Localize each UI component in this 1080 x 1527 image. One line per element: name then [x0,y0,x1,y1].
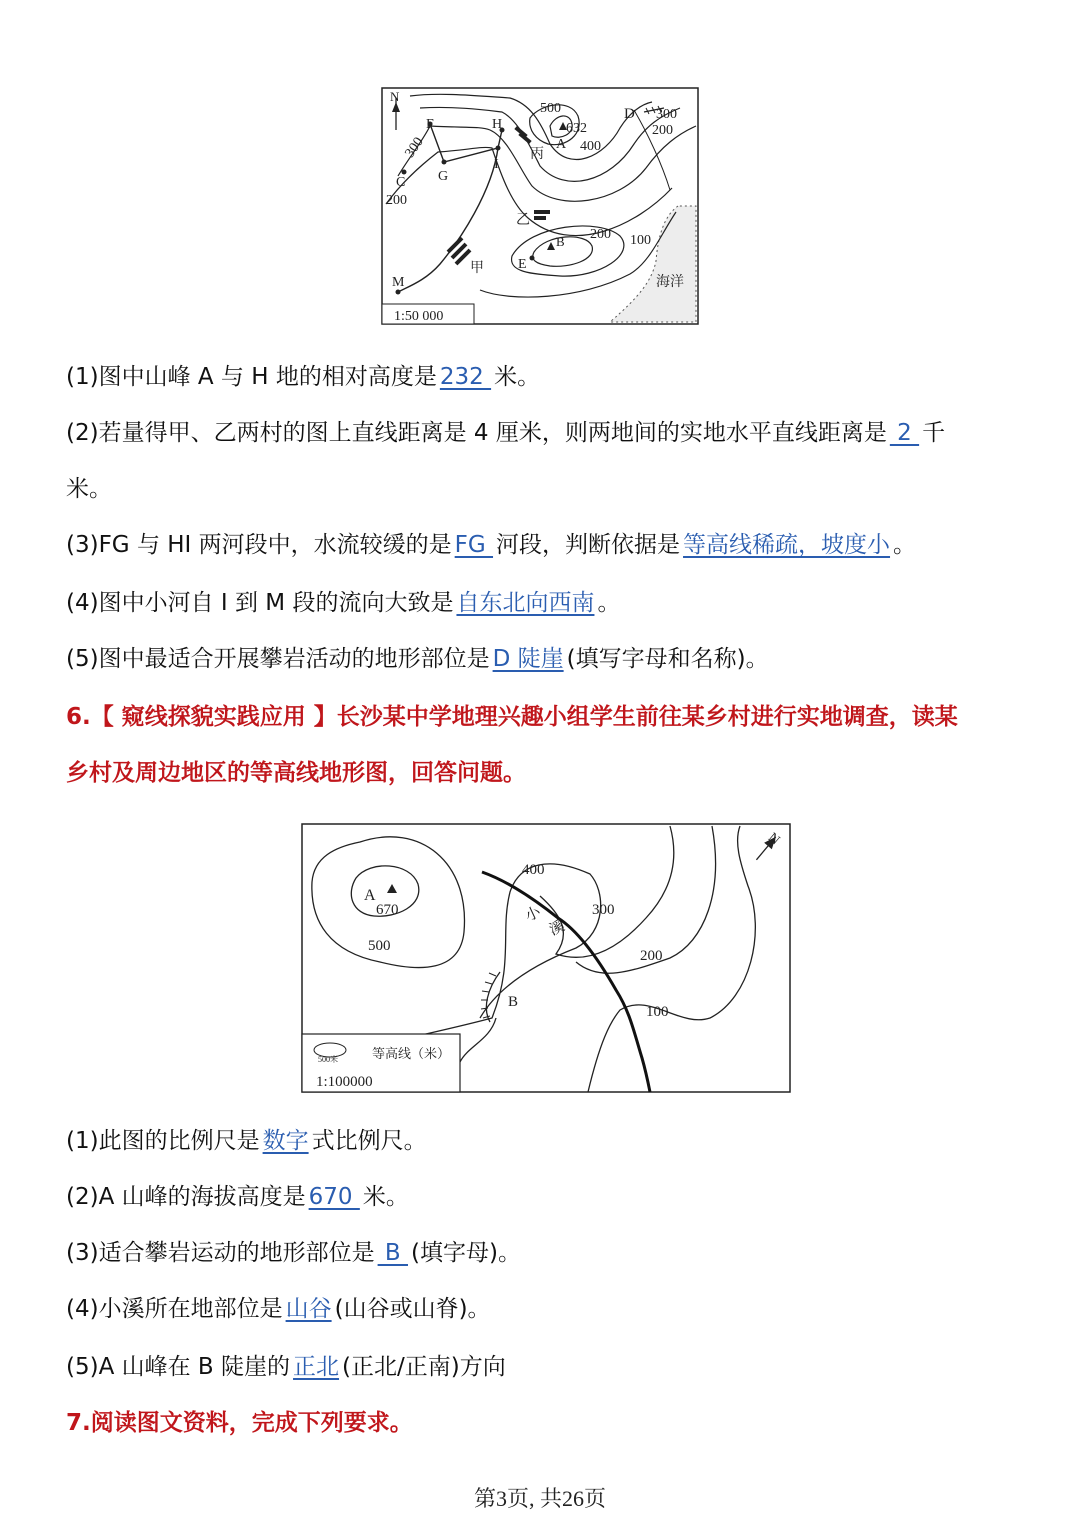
q6-item-1-answer: 数字 [262,1128,309,1154]
q6-item-5 [66,1352,506,1382]
map1-contour-500: 500 [540,101,561,116]
q6-item-4-text: (4)小溪所在地部位是 [66,1296,283,1322]
map2-cliff-label: B [508,994,519,1010]
q6-item-5-answer: 正北 [293,1354,340,1380]
q5-item-2-answer: 2 [889,420,920,446]
map1-point-I: I [494,157,499,172]
page-number: 第3页, 共26页 [473,1486,606,1511]
map2-north-label: N [764,830,783,849]
q7-title: 7.阅读图文资料，完成下列要求。 [66,1410,413,1436]
map2-contour-400: 400 [522,862,545,878]
q5-item-3-answer-2: 等高线稀疏，坡度小 [683,532,891,558]
q5-item-2-cont [66,474,112,504]
q5-item-1-answer: 232 [439,364,492,390]
q6-item-2 [66,1182,409,1212]
map1-peak-height: 632 [566,121,587,136]
q6-item-1-text: (1)此图的比例尺是 [66,1128,260,1154]
contour-map-2 [300,822,792,1094]
map1-point-D: D [624,106,635,122]
q5-item-1-text: (1)图中山峰 A 与 H 地的相对高度是 [66,364,437,390]
map1-contour-400: 400 [580,139,601,154]
map1-village-bing-label: 丙 [530,147,544,162]
q5-item-3-text: (3)FG 与 HI 两河段中，水流较缓的是 [66,532,452,558]
q5-item-2-cont-text: 米。 [66,476,112,502]
q6-item-4-suffix: (山谷或山脊)。 [334,1296,491,1322]
q5-item-2 [66,418,945,448]
map1-village-yi-label: 乙 [516,213,530,228]
q5-item-1-suffix: 米。 [494,364,541,390]
map2-contour-300: 300 [592,902,615,918]
q5-item-2-suffix: 千 [922,420,946,446]
map1-contour-200-b: 200 [590,227,611,242]
map1-contour-300-ne: 300 [656,107,677,122]
map2-stream-label-1: 小 [522,904,544,925]
contour-map-1 [380,86,700,326]
q6-title-line-2: 乡村及周边地区的等高线地形图，回答问题。 [66,760,526,786]
map1-point-C: C [396,175,406,190]
map1-point-E: E [518,257,527,272]
q5-item-5-suffix: (填写字母和名称)。 [566,646,769,672]
q5-item-4-suffix: 。 [597,590,621,616]
q5-item-4-answer: 自东北向西南 [456,590,595,616]
q6-item-2-answer: 670 [308,1184,360,1210]
q6-item-1 [66,1126,427,1156]
map2-contour-200: 200 [640,948,663,964]
map2-legend-label: 等高线（米） [372,1046,451,1061]
map1-point-A: A [556,137,567,152]
q6-item-5-text: (5)A 山峰在 B 陡崖的 [66,1354,291,1380]
q5-item-3-mid: 河段，判断依据是 [496,532,681,558]
q5-item-4-text: (4)图中小河自 I 到 M 段的流向大致是 [66,590,454,616]
map2-peak-height: 670 [376,902,399,918]
map1-contour-200-w: 200 [386,193,407,208]
q6-item-5-suffix: (正北/正南)方向 [342,1354,506,1380]
map2-stream-label-2: 溪 [546,918,568,939]
map1-contour-200-ne: 200 [652,123,673,138]
map2-legend-symbol: 500米 [318,1055,338,1064]
map1-point-H: H [492,117,503,132]
map1-village-jia-label: 甲 [470,261,484,276]
q5-item-4 [66,588,620,618]
q5-item-3-suffix: 。 [893,532,917,558]
map1-scale: 1:50 000 [394,309,444,324]
map2-contour-100: 100 [646,1004,669,1020]
q6-item-3-text: (3)适合攀岩运动的地形部位是 [66,1240,375,1266]
map1-point-M: M [392,275,405,290]
map1-point-G: G [438,169,449,184]
q5-item-3 [66,530,916,560]
q5-item-5-answer: D 陡崖 [492,646,564,672]
map2-scale: 1:100000 [316,1074,373,1090]
map1-north-label: N [390,89,400,104]
q6-item-2-text: (2)A 山峰的海拔高度是 [66,1184,306,1210]
map1-point-F: F [426,117,434,132]
map1-sea-label: 海洋 [656,275,684,290]
map2-contour-500: 500 [368,938,391,954]
map1-contour-100: 100 [630,233,651,248]
q6-item-2-suffix: 米。 [362,1184,409,1210]
q5-item-5-text: (5)图中最适合开展攀岩活动的地形部位是 [66,646,490,672]
q6-item-4 [66,1294,491,1324]
q6-item-3-answer: B [377,1240,408,1266]
q5-item-2-text: (2)若量得甲、乙两村的图上直线距离是 4 厘米，则两地间的实地水平直线距离是 [66,420,887,446]
q6-title-line-1: 6.【 窥线探貌实践应用 】长沙某中学地理兴趣小组学生前往某乡村进行实地调查，读某 [66,704,958,730]
map1-point-B: B [556,234,565,249]
q6-item-1-suffix: 式比例尺。 [311,1128,427,1154]
map2-peak-label: A [364,887,376,904]
q5-item-5 [66,644,769,674]
q6-item-3 [66,1238,521,1268]
q6-item-3-suffix: (填字母)。 [411,1240,521,1266]
q5-item-3-answer: FG [454,532,494,558]
map1-contour-300-w: 300 [402,134,427,161]
q6-item-4-answer: 山谷 [285,1296,332,1322]
q5-item-1 [66,362,540,392]
